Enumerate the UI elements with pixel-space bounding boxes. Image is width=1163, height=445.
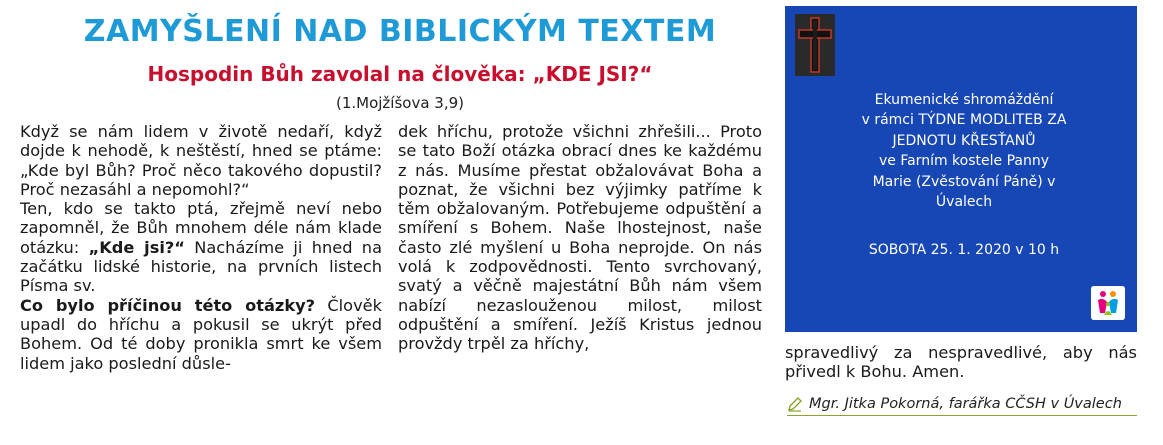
- article-column-3: [785, 343, 1137, 382]
- cause-question: Co bylo příčinou této otázky?: [20, 295, 316, 315]
- paragraph-3-text: Člověk upadl do hříchu a pokusil se ukrýt před Bohem. Od té doby pronikla smrt ke všem lidem jako poslední důsle-: [20, 295, 383, 373]
- article-title: ZAMYŠLENÍ NAD BIBLICKÝM TEXTEM: [83, 14, 717, 49]
- poster-line: Ekumenické shromáždění: [874, 92, 1054, 108]
- signature-block: [787, 393, 1137, 416]
- poster-line: v rámci TÝDNE MODLITEB ZA: [861, 112, 1067, 129]
- paragraph-1: Když se nám lidem v životě nedaří, když dojde k nehodě, k neštěstí, hned se ptáme: „Kde byl Bůh? Proč něco takového dopustil? Proč nezasáhl a nepomohl?“: [20, 122, 382, 199]
- event-poster: [785, 6, 1137, 332]
- question-emphasis: „Kde jsi?“: [88, 237, 185, 257]
- article-subtitle: Hospodin Bůh zavolal na člověka: „KDE JSI?“: [147, 62, 653, 86]
- paragraph-2-tail: Nacházíme ji hned na začátku lidské historie, na prvních listech Písma sv.: [20, 237, 382, 296]
- pen-icon: [787, 396, 803, 412]
- poster-line: Úvalech: [935, 194, 993, 211]
- article-column-2: [398, 122, 762, 354]
- paragraph-5: spravedlivý za nespravedlivé, aby nás přivedl k Bohu. Amen.: [785, 343, 1137, 382]
- poster-text: [819, 90, 1109, 212]
- poster-line: Marie (Zvěstování Páně) v: [872, 173, 1056, 190]
- cross-icon: [795, 14, 835, 76]
- paragraph-4: dek hříchu, protože všichni zhřešili... Proto se tato Boží otázka obrací dnes ke každému z nás. Musíme přestat obžalovávat Boha a poznat, že všichni bez výjimky patříme k těm obžalovaným. Potřebujeme odpuštění a smíření s Bohem. Naše lhostejnost, naše často zlé myšlení u Boha neprojde. On nás volá k zodpovědnosti. Tento svrchovaný, svatý a věčně majestátní Bůh nám všem nabízí nezaslouženou milost, milost odpuštění a smíření. Ježíš Kristus jednou provždy trpěl za hříchy,: [398, 122, 762, 354]
- poster-line: JEDNOTU KŘESŤANŮ: [892, 132, 1036, 149]
- paragraph-3: [20, 296, 382, 373]
- poster-date: SOBOTA 25. 1. 2020 v 10 h: [868, 242, 1060, 258]
- author-signature: Mgr. Jitka Pokorná, farářka CČSH v Úvalech: [809, 396, 1122, 412]
- family-logo-icon: [1091, 286, 1125, 320]
- paragraph-2-text: Ten, kdo se takto ptá, zřejmě neví nebo zapomněl, že Bůh mnohem déle nám klade otázku:: [20, 199, 382, 257]
- paragraph-2: [20, 199, 382, 295]
- poster-line: ve Farním kostele Panny: [878, 153, 1049, 170]
- article-column-1: [20, 122, 382, 373]
- bible-reference: (1.Mojžíšova 3,9): [335, 94, 465, 112]
